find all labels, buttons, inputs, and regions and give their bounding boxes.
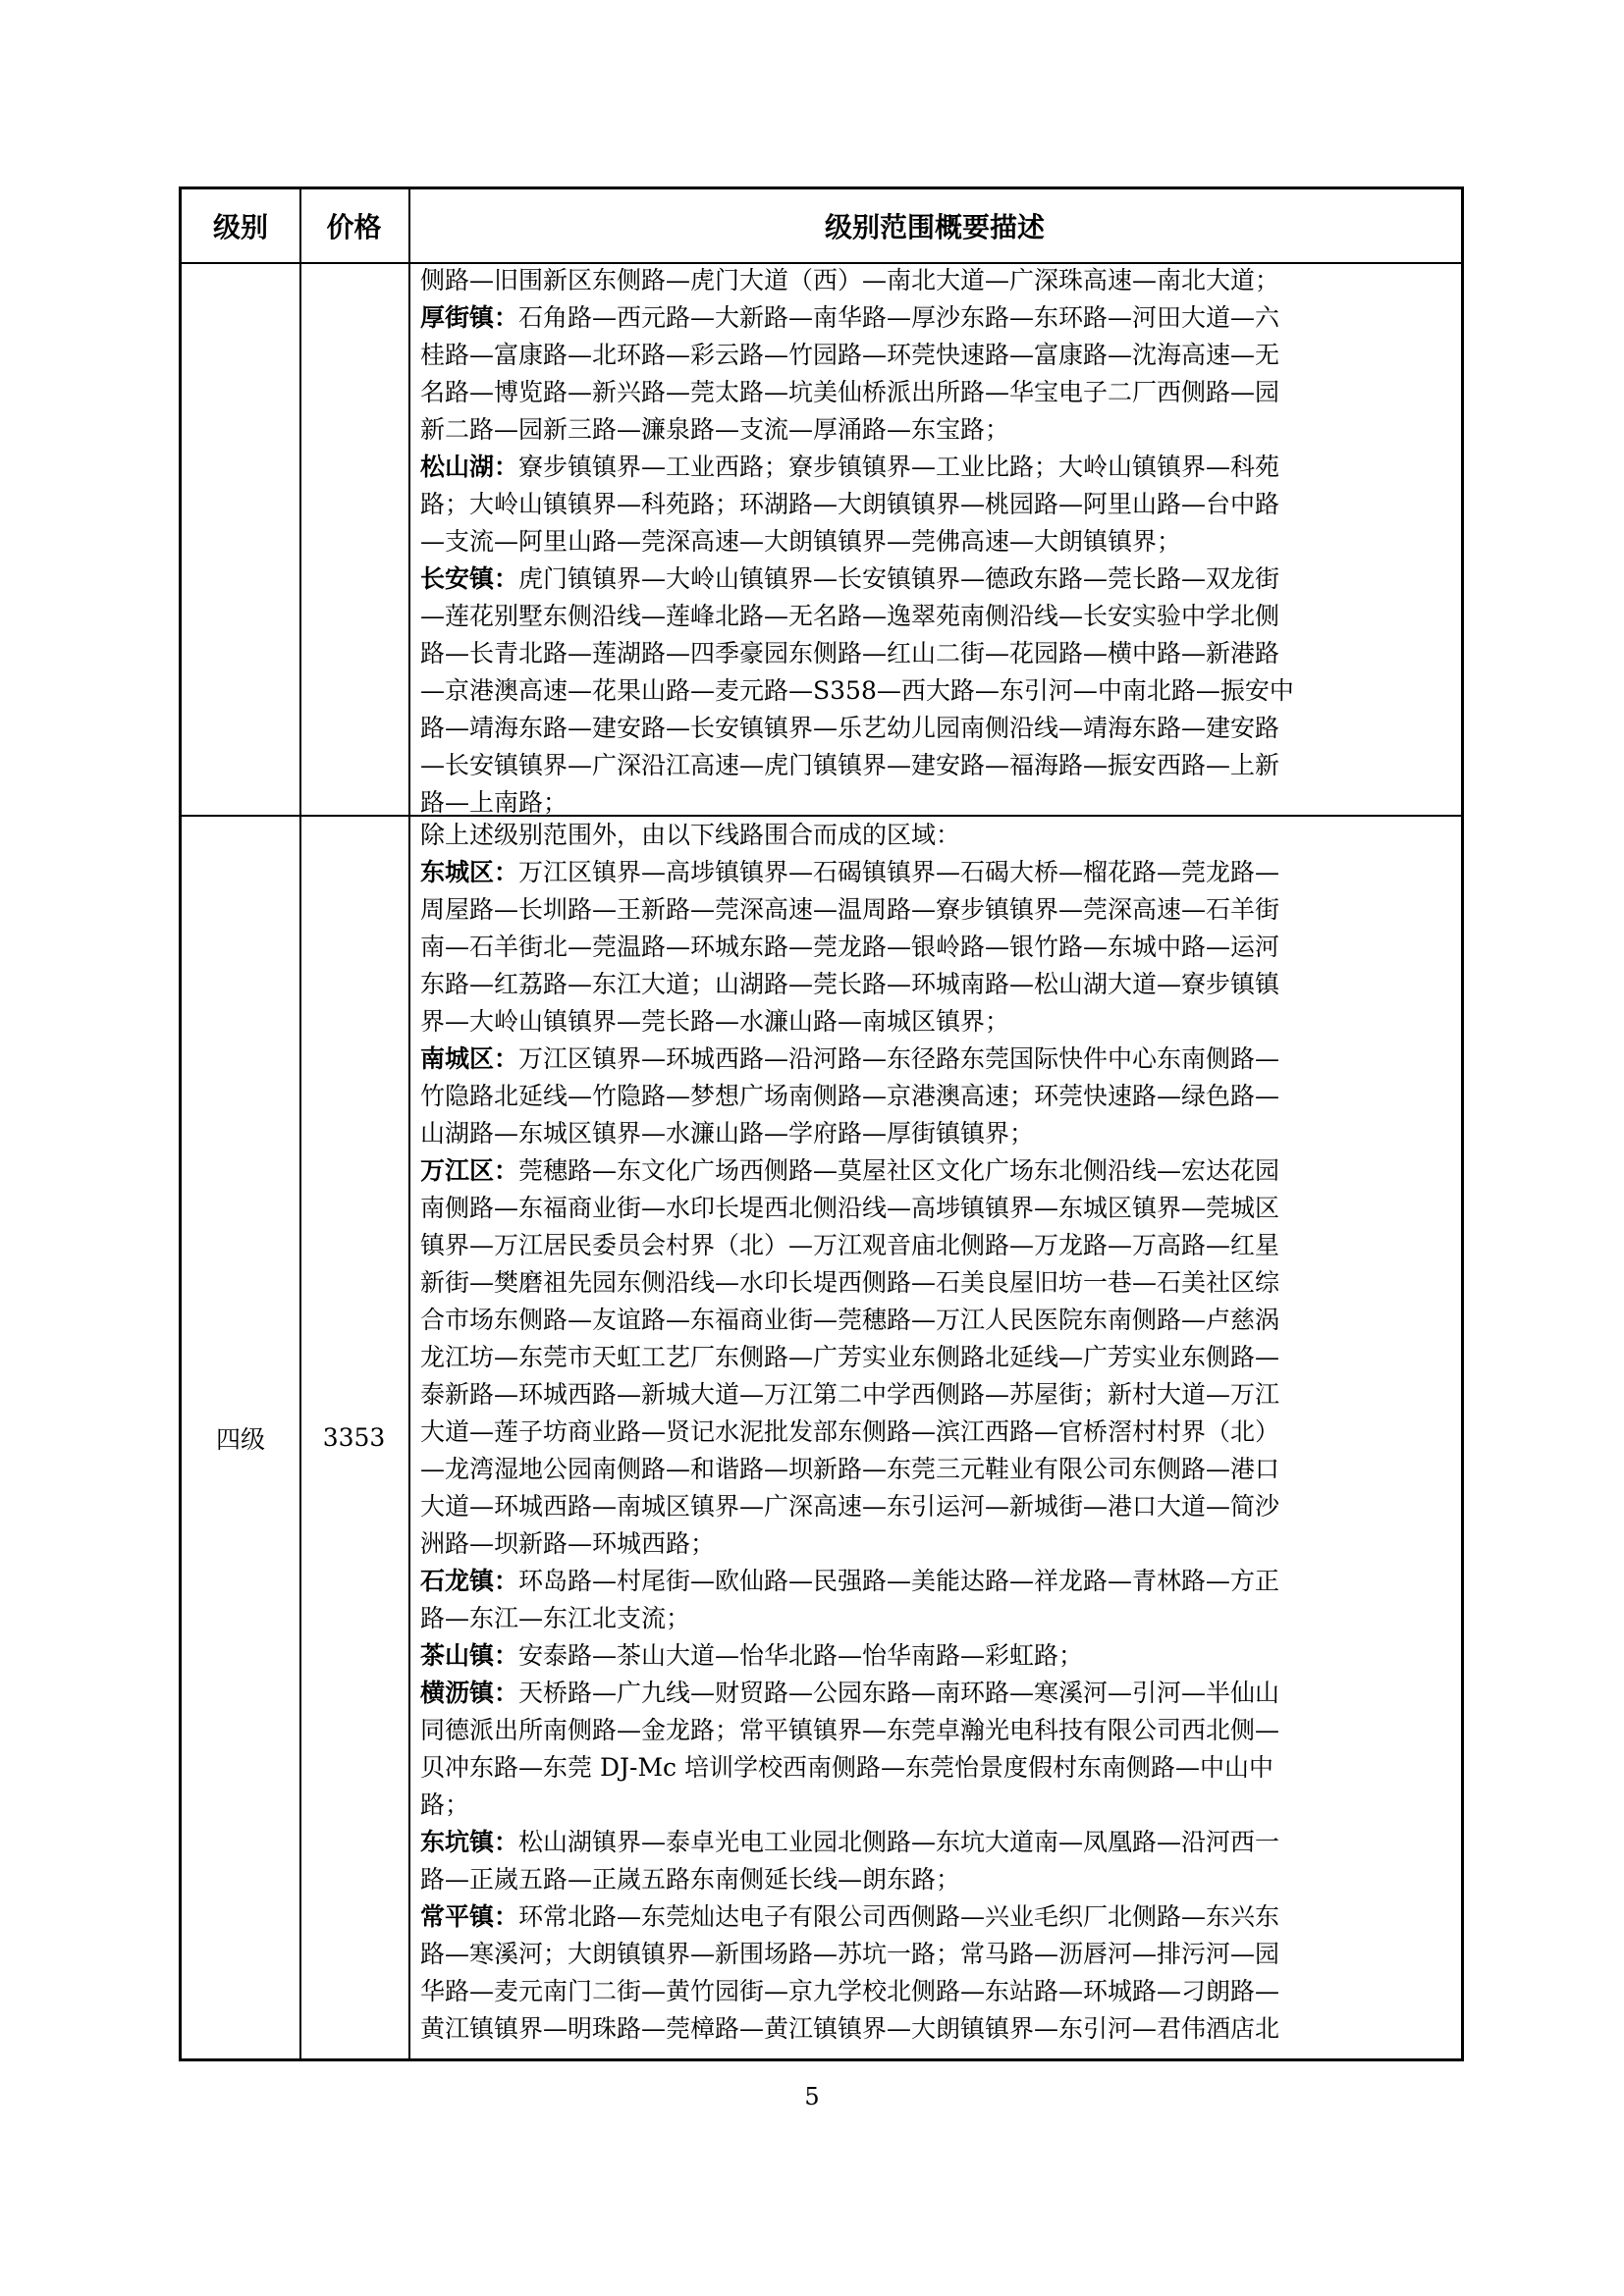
- route-text: 大道—莲子坊商业路—贤记水泥批发部东侧路—滨江西路—官桥滘村村界（北）: [420, 1417, 1280, 1446]
- route-text: 环常北路—东莞灿达电子有限公司西侧路—兴业毛织厂北侧路—东兴东: [518, 1902, 1280, 1931]
- route-text: 华路—麦元南门二街—黄竹园街—京九学校北侧路—东站路—环城路—刁朗路—: [420, 1977, 1280, 2005]
- route-text: 同德派出所南侧路—金龙路；常平镇镇界—东莞卓瀚光电科技有限公司西北侧—: [420, 1716, 1280, 1744]
- place-name: 横沥镇：: [420, 1679, 519, 1707]
- description-line: [420, 1675, 1455, 1712]
- description-line: [420, 747, 1455, 784]
- level-four-label: 四级: [215, 1424, 265, 1454]
- route-text: 天桥路—广九线—财贸路—公园东路—南环路—寒溪河—引河—半仙山: [518, 1679, 1280, 1707]
- route-text: 侧路—旧围新区东侧路—虎门大道（西）—南北大道—广深珠高速—南北大道；: [420, 266, 1280, 294]
- route-text: 周屋路—长圳路—王新路—莞深高速—温周路—寮步镇镇界—莞深高速—石羊街: [420, 895, 1280, 924]
- route-text: 东路—红荔路—东江大道；山湖路—莞长路—环城南路—松山湖大道—寮步镇镇: [420, 970, 1280, 998]
- description-line: [420, 561, 1455, 598]
- route-text: 松山湖镇界—泰卓光电工业园北侧路—东坑大道南—凤凰路—沿河西一: [518, 1828, 1280, 1856]
- description-line: [420, 1488, 1455, 1525]
- place-name: 石龙镇：: [420, 1567, 519, 1595]
- route-text: 桂路—富康路—北环路—彩云路—竹园路—环莞快速路—富康路—沈海高速—无: [420, 341, 1280, 369]
- description-line: [420, 2010, 1455, 2048]
- route-text: 环岛路—村尾街—欧仙路—民强路—美能达路—祥龙路—青林路—方正: [518, 1567, 1280, 1595]
- route-text: 路—东江—东江北支流；: [420, 1604, 691, 1632]
- previous-row-description: [414, 262, 1455, 822]
- route-text: —长安镇镇界—广深沿江高速—虎门镇镇界—建安路—福海路—振安西路—上新: [420, 751, 1280, 779]
- route-text: 山湖路—东城区镇界—水濂山路—学府路—厚街镇镇界；: [420, 1119, 1035, 1148]
- route-text: 石角路—西元路—大新路—南华路—厚沙东路—东环路—河田大道—六: [518, 303, 1280, 332]
- description-line: [420, 1451, 1455, 1488]
- route-text: 竹隐路北延线—竹隐路—梦想广场南侧路—京港澳高速；环莞快速路—绿色路—: [420, 1082, 1280, 1110]
- description-line: [420, 262, 1455, 299]
- description-line: [420, 672, 1455, 710]
- grade-table: [179, 187, 1464, 2061]
- description-line: [420, 1264, 1455, 1302]
- description-line: [420, 1041, 1455, 1078]
- route-text: 万江区镇界—环城西路—沿河路—东径路东莞国际快件中心东南侧路—: [518, 1044, 1280, 1073]
- description-line: [420, 1861, 1455, 1898]
- route-text: 路；: [420, 1790, 470, 1819]
- place-name: 东坑镇：: [420, 1828, 519, 1856]
- description-line: [420, 299, 1455, 337]
- route-text: —支流—阿里山路—莞深高速—大朗镇镇界—莞佛高速—大朗镇镇界；: [420, 527, 1182, 556]
- route-text: 除上述级别范围外，由以下线路围合而成的区域：: [420, 821, 961, 849]
- place-name: 常平镇：: [420, 1902, 519, 1931]
- description-line: [420, 1152, 1455, 1190]
- place-name: 东城区：: [420, 858, 519, 886]
- route-text: 莞穗路—东文化广场西侧路—莫屋社区文化广场东北侧沿线—宏达花园: [518, 1156, 1280, 1185]
- description-line: [420, 1787, 1455, 1824]
- description-line: [420, 1115, 1455, 1152]
- route-text: 贝冲东路—东莞 DJ-Mc 培训学校西南侧路—东莞怡景度假村东南侧路—中山中: [420, 1753, 1274, 1782]
- route-text: 洲路—坝新路—环城西路；: [420, 1529, 716, 1558]
- route-text: 新二路—园新三路—濂泉路—支流—厚涌路—东宝路；: [420, 415, 1010, 444]
- description-line: [420, 929, 1455, 966]
- route-text: 万江区镇界—高埗镇镇界—石碣镇镇界—石碣大桥—榴花路—莞龙路—: [518, 858, 1280, 886]
- route-text: 路—正嵗五路—正嵗五路东南侧延长线—朗东路；: [420, 1865, 961, 1894]
- page-number: 5: [804, 2083, 820, 2110]
- description-line: [420, 1600, 1455, 1637]
- description-line: [420, 1749, 1455, 1787]
- description-line: [420, 1339, 1455, 1376]
- place-name: 厚街镇：: [420, 303, 519, 332]
- route-text: 安泰路—茶山大道—怡华北路—怡华南路—彩虹路；: [518, 1641, 1084, 1670]
- route-text: 大道—环城西路—南城区镇界—广深高速—东引运河—新城街—港口大道—简沙: [420, 1492, 1280, 1521]
- header-description: 级别范围概要描述: [824, 211, 1045, 243]
- description-line: [420, 817, 1455, 854]
- level-four-price: 3353: [322, 1423, 386, 1452]
- route-text: 新街—樊磨祖先园东侧沿线—水印长堤西侧路—石美良屋旧坊一巷—石美社区综: [420, 1268, 1280, 1297]
- description-line: [420, 486, 1455, 523]
- route-text: 路—寒溪河；大朗镇镇界—新围场路—苏坑一路；常马路—沥唇河—排污河—园: [420, 1940, 1280, 1968]
- description-line: [420, 966, 1455, 1003]
- description-line: [420, 1227, 1455, 1264]
- description-line: [420, 1376, 1455, 1414]
- route-text: —龙湾湿地公园南侧路—和谐路—坝新路—东莞三元鞋业有限公司东侧路—港口: [420, 1455, 1280, 1483]
- place-name: 万江区：: [420, 1156, 519, 1185]
- description-line: [420, 337, 1455, 374]
- description-line: [420, 1824, 1455, 1861]
- description-line: [420, 1003, 1455, 1041]
- route-text: —莲花别墅东侧沿线—莲峰北路—无名路—逸翠苑南侧沿线—长安实验中学北侧: [420, 602, 1280, 630]
- route-text: 路；大岭山镇镇界—科苑路；环湖路—大朗镇镇界—桃园路—阿里山路—台中路: [420, 490, 1280, 518]
- place-name: 长安镇：: [420, 564, 519, 593]
- description-line: [420, 1302, 1455, 1339]
- header-level: 级别: [212, 211, 268, 243]
- description-line: [420, 1637, 1455, 1675]
- description-line: [420, 1898, 1455, 1936]
- route-text: 南侧路—东福商业街—水印长堤西北侧沿线—高埗镇镇界—东城区镇界—莞城区: [420, 1194, 1280, 1222]
- route-text: 合市场东侧路—友谊路—东福商业街—莞穗路—万江人民医院东南侧路—卢慈涡: [420, 1306, 1280, 1334]
- description-line: [420, 1973, 1455, 2010]
- description-line: [420, 523, 1455, 561]
- place-name: 茶山镇：: [420, 1641, 519, 1670]
- route-text: —京港澳高速—花果山路—麦元路—S358—西大路—东引河—中南北路—振安中: [420, 676, 1294, 705]
- route-text: 黄江镇镇界—明珠路—莞樟路—黄江镇镇界—大朗镇镇界—东引河—君伟酒店北: [420, 2014, 1280, 2043]
- route-text: 寮步镇镇界—工业西路；寮步镇镇界—工业比路；大岭山镇镇界—科苑: [518, 453, 1280, 481]
- description-line: [420, 1190, 1455, 1227]
- route-text: 镇界—万江居民委员会村界（北）—万江观音庙北侧路—万龙路—万高路—红星: [420, 1231, 1280, 1259]
- description-line: [420, 891, 1455, 929]
- header-price: 价格: [326, 211, 382, 243]
- description-line: [420, 1078, 1455, 1115]
- description-line: [420, 1712, 1455, 1749]
- route-text: 名路—博览路—新兴路—莞太路—坑美仙桥派出所路—华宝电子二厂西侧路—园: [420, 378, 1280, 406]
- level-four-description: [414, 817, 1455, 2048]
- route-text: 路—长青北路—莲湖路—四季豪园东侧路—红山二街—花园路—横中路—新港路: [420, 639, 1280, 667]
- description-line: [420, 1414, 1455, 1451]
- route-text: 路—上南路；: [420, 788, 568, 817]
- description-line: [420, 374, 1455, 411]
- route-text: 界—大岭山镇镇界—莞长路—水濂山路—南城区镇界；: [420, 1007, 1010, 1036]
- description-line: [420, 598, 1455, 635]
- description-line: [420, 449, 1455, 486]
- description-line: [420, 1525, 1455, 1563]
- route-text: 泰新路—环城西路—新城大道—万江第二中学西侧路—苏屋街；新村大道—万江: [420, 1380, 1280, 1409]
- column-divider: [408, 189, 410, 2058]
- route-text: 路—靖海东路—建安路—长安镇镇界—乐艺幼儿园南侧沿线—靖海东路—建安路: [420, 714, 1280, 742]
- description-line: [420, 854, 1455, 891]
- route-text: 南—石羊街北—莞温路—环城东路—莞龙路—银岭路—银竹路—东城中路—运河: [420, 933, 1280, 961]
- place-name: 南城区：: [420, 1044, 519, 1073]
- description-line: [420, 411, 1455, 449]
- place-name: 松山湖：: [420, 453, 519, 481]
- description-line: [420, 1563, 1455, 1600]
- description-line: [420, 1936, 1455, 1973]
- description-line: [420, 710, 1455, 747]
- route-text: 龙江坊—东莞市天虹工艺厂东侧路—广芳实业东侧路北延线—广芳实业东侧路—: [420, 1343, 1280, 1371]
- description-line: [420, 635, 1455, 672]
- route-text: 虎门镇镇界—大岭山镇镇界—长安镇镇界—德政东路—莞长路—双龙街: [518, 564, 1280, 593]
